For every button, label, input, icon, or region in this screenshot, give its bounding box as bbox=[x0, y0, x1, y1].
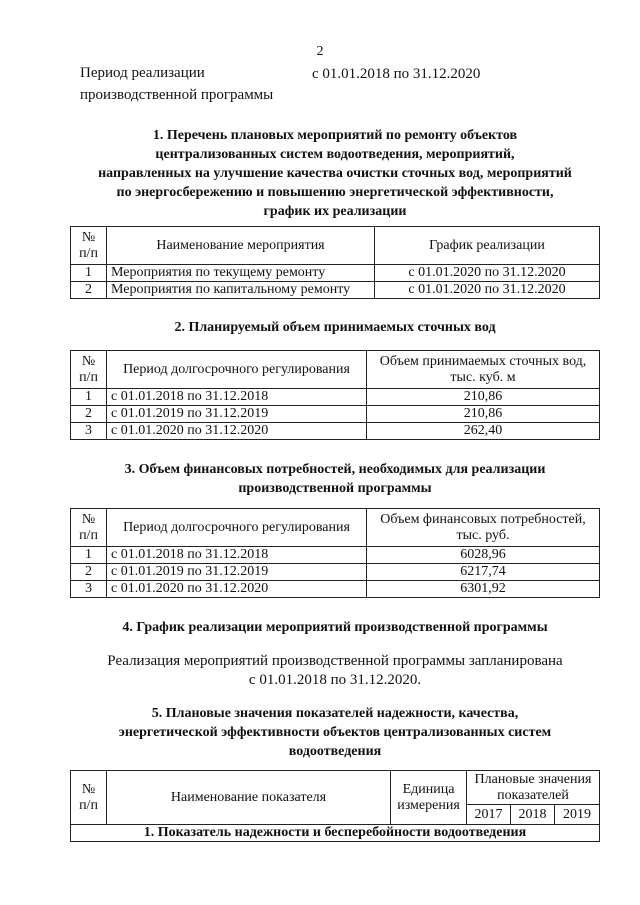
indicator-group-heading: 1. Показатель надежности и бесперебойности водоотведения bbox=[71, 825, 600, 842]
period-label-line2: производственной программы bbox=[80, 87, 274, 103]
period-cell: с 01.01.2020 по 31.12.2020 bbox=[107, 423, 367, 440]
header-num: № п/п bbox=[71, 509, 107, 547]
section1-title-line: по энергосбережению и повышению энергетической эффективности, bbox=[116, 185, 554, 200]
wastewater-volume-table bbox=[70, 350, 600, 440]
table-header-row bbox=[71, 351, 600, 389]
row-num: 3 bbox=[71, 581, 107, 598]
table-header-row bbox=[71, 227, 600, 265]
row-num: 3 bbox=[71, 423, 107, 440]
header-schedule: График реализации bbox=[375, 227, 600, 265]
section3-title-line: 3. Объем финансовых потребностей, необходимых для реализации bbox=[124, 462, 546, 477]
table-row bbox=[71, 581, 600, 598]
section1-title-line: централизованных систем водоотведения, мероприятий, bbox=[155, 147, 515, 162]
table-row bbox=[71, 265, 600, 282]
row-num: 2 bbox=[71, 564, 107, 581]
volume-cell: 262,40 bbox=[367, 423, 600, 440]
section2-title: 2. Планируемый объем принимаемых сточных вод bbox=[174, 320, 496, 335]
financial-cell: 6028,96 bbox=[367, 547, 600, 564]
section4-text-line2: с 01.01.2018 по 31.12.2020. bbox=[248, 672, 422, 688]
section3-title bbox=[70, 460, 600, 498]
table-row bbox=[71, 406, 600, 423]
header-num: № п/п bbox=[71, 227, 107, 265]
header-num: № п/п bbox=[71, 351, 107, 389]
period-cell: с 01.01.2018 по 31.12.2018 bbox=[107, 547, 367, 564]
section4-text bbox=[70, 652, 600, 690]
section1-title-line: 1. Перечень плановых мероприятий по ремонту объектов bbox=[152, 128, 518, 143]
period-cell: с 01.01.2018 по 31.12.2018 bbox=[107, 389, 367, 406]
section4-text-line1: Реализация мероприятий производственной программы запланирована bbox=[107, 653, 563, 669]
volume-cell: 210,86 bbox=[367, 406, 600, 423]
header-volume: Объем принимаемых сточных вод, тыс. куб. м bbox=[367, 351, 600, 389]
row-num: 2 bbox=[71, 406, 107, 423]
financial-cell: 6301,92 bbox=[367, 581, 600, 598]
section1-title-line: направленных на улучшение качества очистки сточных вод, мероприятий bbox=[98, 166, 572, 181]
table-header-row bbox=[71, 771, 600, 805]
financial-cell: 6217,74 bbox=[367, 564, 600, 581]
activity-name: Мероприятия по капитальному ремонту bbox=[107, 282, 375, 299]
volume-cell: 210,86 bbox=[367, 389, 600, 406]
section1-title-line: график их реализации bbox=[263, 204, 407, 219]
header-year: 2019 bbox=[555, 805, 600, 825]
table-row bbox=[71, 389, 600, 406]
period-label-line1: Период реализации bbox=[80, 65, 205, 81]
row-num: 1 bbox=[71, 265, 107, 282]
table-row bbox=[71, 547, 600, 564]
section3-title-line: производственной программы bbox=[238, 481, 432, 496]
activity-schedule: с 01.01.2020 по 31.12.2020 bbox=[375, 282, 600, 299]
period-label bbox=[80, 62, 273, 106]
table-header-row bbox=[71, 509, 600, 547]
header-indicator-name: Наименование показателя bbox=[107, 771, 391, 825]
section5-title-line: 5. Плановые значения показателей надежности, качества, bbox=[151, 706, 519, 721]
header-activity-name: Наименование мероприятия bbox=[107, 227, 375, 265]
table-row bbox=[71, 564, 600, 581]
table-row bbox=[71, 282, 600, 299]
period-cell: с 01.01.2019 по 31.12.2019 bbox=[107, 564, 367, 581]
section1-title bbox=[70, 126, 600, 221]
header-num: № п/п bbox=[71, 771, 107, 825]
indicators-table bbox=[70, 770, 600, 842]
row-num: 1 bbox=[71, 547, 107, 564]
table-subheader-row bbox=[71, 825, 600, 842]
header-planned-values: Плановые значения показателей bbox=[467, 771, 600, 805]
financial-needs-table bbox=[70, 508, 600, 598]
period-cell: с 01.01.2020 по 31.12.2020 bbox=[107, 581, 367, 598]
header-period: Период долгосрочного регулирования bbox=[107, 509, 367, 547]
period-cell: с 01.01.2019 по 31.12.2019 bbox=[107, 406, 367, 423]
section5-title bbox=[70, 704, 600, 761]
period-value: с 01.01.2018 по 31.12.2020 bbox=[312, 66, 481, 82]
activity-schedule: с 01.01.2020 по 31.12.2020 bbox=[375, 265, 600, 282]
row-num: 1 bbox=[71, 389, 107, 406]
section4-title: 4. График реализации мероприятий производственной программы bbox=[122, 620, 548, 635]
section5-title-line: водоотведения bbox=[288, 744, 382, 759]
activities-table bbox=[70, 226, 600, 299]
section5-title-line: энергетической эффективности объектов централизованных систем bbox=[118, 725, 552, 740]
header-period: Период долгосрочного регулирования bbox=[107, 351, 367, 389]
header-financial: Объем финансовых потребностей, тыс. руб. bbox=[367, 509, 600, 547]
row-num: 2 bbox=[71, 282, 107, 299]
page-number: 2 bbox=[316, 44, 324, 59]
activity-name: Мероприятия по текущему ремонту bbox=[107, 265, 375, 282]
header-unit: Единица измерения bbox=[391, 771, 467, 825]
header-year: 2018 bbox=[511, 805, 555, 825]
table-row bbox=[71, 423, 600, 440]
header-year: 2017 bbox=[467, 805, 511, 825]
